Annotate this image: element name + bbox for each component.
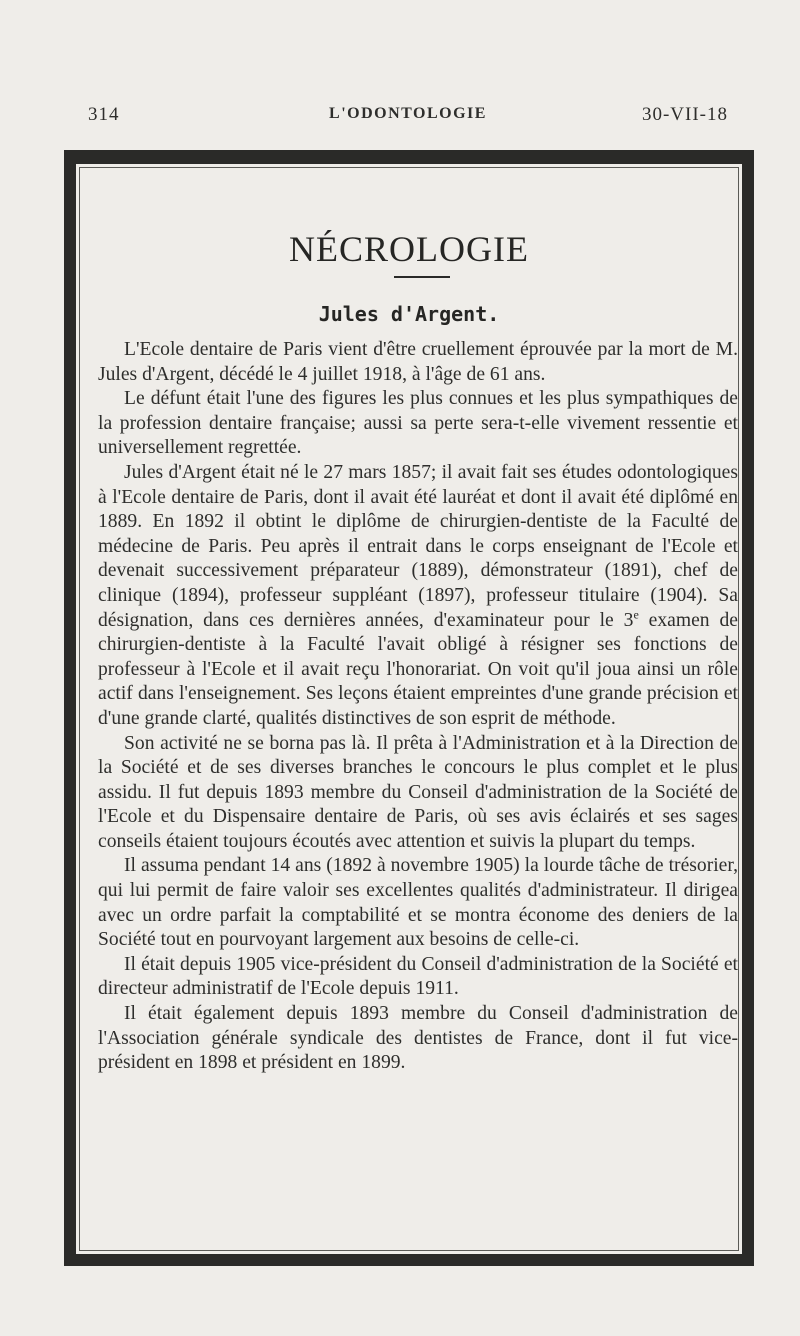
paragraph: L'Ecole dentaire de Paris vient d'être cruellement éprouvée par la mort de M. Jules d'Argent, décédé le 4 juillet 1918, à l'âge de 61 ans.: [98, 339, 738, 385]
running-header: [88, 104, 728, 134]
page-number: 314: [88, 104, 120, 125]
issue-date: 30-VII-18: [641, 104, 728, 125]
paragraph: Il assuma pendant 14 ans (1892 à novembre 1905) la lourde tâche de trésorier, qui lui permit de faire valoir ses excellentes qualités d'administrateur. Il dirigea avec un ordre parfait la comptabilité et se montra économe des deniers de la Société tout en pourvoyant largement aux besoins de celle-ci.: [98, 855, 738, 951]
paragraph: [98, 461, 738, 732]
paragraph-text-continued: examen de chirurgien-dentiste à la Faculté l'avait obligé à résigner ses fonctions de professeur à l'Ecole et il avait reçu l'honorariat. On voit qu'il joua ainsi un rôle actif dans l'enseignement. Ses leçons étaient empreintes d'une grande précision et d'une grande clarté, qualités distinctives de son esprit de méthode.: [98, 609, 738, 729]
obituary-body: [98, 338, 738, 1076]
obituary-border-frame: [64, 150, 754, 1266]
paragraph: Il était également depuis 1893 membre du Conseil d'administration de l'Association générale syndicale des dentistes de France, dont il fut vice-président en 1898 et président en 1899.: [98, 1003, 738, 1074]
ordinal-superscript: e: [633, 607, 639, 621]
paragraph-text: Jules d'Argent était né le 27 mars 1857; il avait fait ses études odontologiques à l'Ecole dentaire de Paris, dont il avait été lauréat et dont il avait été diplômé en 1889. En 1892 il obtint le diplôme de chirurgien-dentiste de la Faculté de médecine de Paris. Peu après il entrait dans le corps enseignant de l'Ecole et devenait successivement préparateur (1889), démonstrateur (1891), chef de clinique (1894), professeur suppléant (1897), professeur titulaire (1904). Sa désignation, dans ces dernières années, d'examinateur pour le 3: [98, 461, 738, 631]
section-title: NÉCROLOGIE: [289, 229, 529, 269]
paragraph: Il était depuis 1905 vice-président du Conseil d'administration de la Société et directeur administratif de l'Ecole depuis 1911.: [98, 953, 738, 1000]
journal-title: L'ODONTOLOGIE: [329, 105, 487, 122]
title-divider: [394, 276, 450, 278]
paragraph: Son activité ne se borna pas là. Il prêta à l'Administration et à la Direction de la Société et de ses diverses branches le concours le plus complet et le plus assidu. Il fut depuis 1893 membre du Conseil d'administration de la Société de l'Ecole et du Dispensaire dentaire de Paris, où ses avis éclairés et ses sages conseils étaient toujours écoutés avec attention et suivis la plupart du temps.: [98, 732, 738, 852]
subject-name: Jules d'Argent.: [318, 302, 500, 326]
paragraph: Le défunt était l'une des figures les plus connues et les plus sympathiques de la profession dentaire française; aussi sa perte sera-t-elle vivement ressentie et universellement regrettée.: [98, 388, 738, 459]
